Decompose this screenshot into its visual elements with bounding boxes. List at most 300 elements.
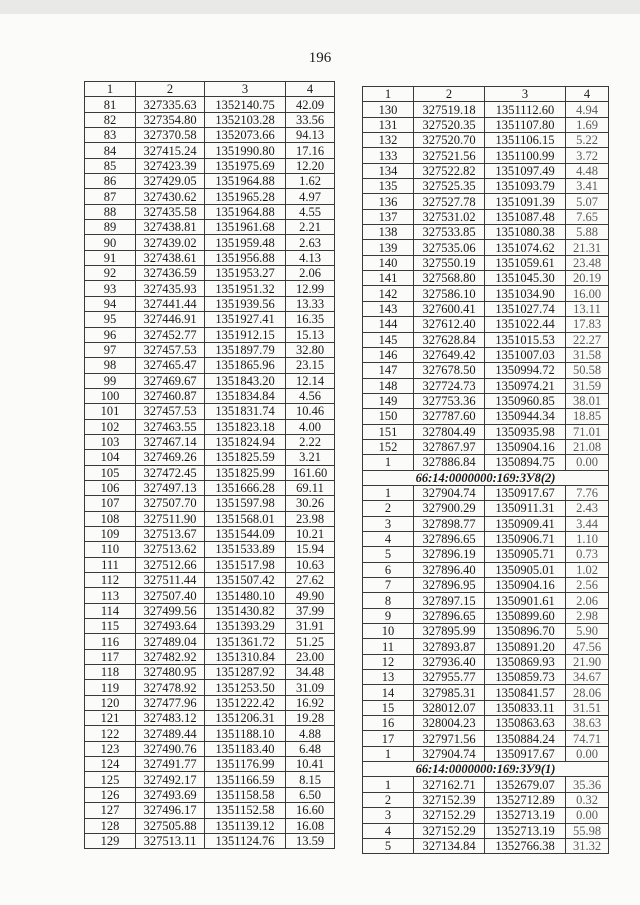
table-row	[85, 404, 335, 419]
table-cell: 1352073.66	[205, 128, 286, 143]
table-cell: 1351897.79	[205, 342, 286, 357]
table-cell: 21.31	[566, 240, 609, 255]
table-row	[363, 317, 609, 332]
table-cell: 10.41	[286, 757, 335, 772]
table-cell: 327496.17	[136, 803, 205, 818]
table-cell: 89	[85, 220, 136, 235]
table-cell: 2.22	[286, 434, 335, 449]
table-cell: 327435.58	[136, 204, 205, 219]
table-row	[85, 128, 335, 143]
table-row	[85, 480, 335, 495]
table-cell: 6.50	[286, 787, 335, 802]
table-cell: 327971.56	[414, 731, 485, 746]
table-cell: 85	[85, 158, 136, 173]
table-cell: 327489.44	[136, 726, 205, 741]
table-row	[363, 639, 609, 654]
table-cell: 327896.65	[414, 608, 485, 623]
table-cell: 1351361.72	[205, 634, 286, 649]
table-cell: 0.00	[566, 746, 609, 761]
table-cell: 16.92	[286, 695, 335, 710]
section-row	[363, 762, 609, 777]
table-cell: 150	[363, 409, 414, 424]
table-cell: 6	[363, 562, 414, 577]
table-cell: 1351965.28	[205, 189, 286, 204]
table-cell: 117	[85, 649, 136, 664]
table-cell: 327489.04	[136, 634, 205, 649]
table-cell: 96	[85, 327, 136, 342]
table-cell: 31.32	[566, 838, 609, 853]
table-cell: 327550.19	[414, 255, 485, 270]
table-cell: 1351188.10	[205, 726, 286, 741]
table-cell: 327436.59	[136, 266, 205, 281]
table-cell: 16.08	[286, 818, 335, 833]
table-cell: 21.90	[566, 654, 609, 669]
table-cell: 1351106.15	[485, 133, 566, 148]
table-cell: 49.90	[286, 588, 335, 603]
table-row	[363, 148, 609, 163]
table-cell: 0.73	[566, 547, 609, 562]
table-row	[85, 573, 335, 588]
table-row	[85, 112, 335, 127]
table-cell: 1350891.20	[485, 639, 566, 654]
table-cell: 7.76	[566, 485, 609, 500]
table-cell: 143	[363, 301, 414, 316]
table-cell: 1350904.16	[485, 578, 566, 593]
table-cell: 2.43	[566, 501, 609, 516]
table-cell: 327446.91	[136, 312, 205, 327]
table-cell: 1351124.76	[205, 833, 286, 848]
table-cell: 327469.67	[136, 373, 205, 388]
table-row	[363, 608, 609, 623]
table-cell: 327492.17	[136, 772, 205, 787]
table-cell: 15.94	[286, 542, 335, 557]
table-cell: 1351007.03	[485, 347, 566, 362]
table-cell: 86	[85, 174, 136, 189]
table-cell: 327896.95	[414, 578, 485, 593]
table-cell: 1351022.44	[485, 317, 566, 332]
table-cell: 152	[363, 439, 414, 454]
table-cell: 1352103.28	[205, 112, 286, 127]
table-cell: 13	[363, 670, 414, 685]
table-cell: 327520.70	[414, 133, 485, 148]
table-cell: 327649.42	[414, 347, 485, 362]
table-cell: 90	[85, 235, 136, 250]
table-cell: 327535.06	[414, 240, 485, 255]
table-row	[85, 496, 335, 511]
table-row	[85, 649, 335, 664]
table-cell: 97	[85, 342, 136, 357]
table-cell: 327152.39	[414, 792, 485, 807]
table-cell: 1351206.31	[205, 711, 286, 726]
table-cell: 50.58	[566, 363, 609, 378]
table-cell: 37.99	[286, 603, 335, 618]
table-row	[85, 526, 335, 541]
header-cell: 1	[363, 87, 414, 102]
table-cell: 99	[85, 373, 136, 388]
table-cell: 132	[363, 133, 414, 148]
table-cell: 1350863.63	[485, 716, 566, 731]
table-cell: 328012.07	[414, 700, 485, 715]
table-cell: 1350906.71	[485, 531, 566, 546]
table-cell: 327586.10	[414, 286, 485, 301]
table-row	[363, 332, 609, 347]
table-cell: 13.33	[286, 296, 335, 311]
table-cell: 47.56	[566, 639, 609, 654]
table-cell: 31.51	[566, 700, 609, 715]
table-cell: 1350841.57	[485, 685, 566, 700]
table-cell: 1351393.29	[205, 619, 286, 634]
table-cell: 1351176.99	[205, 757, 286, 772]
table-cell: 1352679.07	[485, 777, 566, 792]
table-cell: 327519.18	[414, 102, 485, 117]
header-cell: 4	[286, 82, 335, 97]
table-cell: 69.11	[286, 480, 335, 495]
table-cell: 17	[363, 731, 414, 746]
table-cell: 327472.45	[136, 465, 205, 480]
table-cell: 1351015.53	[485, 332, 566, 347]
table-cell: 111	[85, 557, 136, 572]
table-cell: 1351843.20	[205, 373, 286, 388]
table-row	[363, 163, 609, 178]
table-cell: 1351927.41	[205, 312, 286, 327]
table-cell: 120	[85, 695, 136, 710]
table-row	[85, 665, 335, 680]
table-cell: 327568.80	[414, 271, 485, 286]
table-cell: 12	[363, 654, 414, 669]
table-cell: 151	[363, 424, 414, 439]
table-cell: 130	[363, 102, 414, 117]
table-cell: 0.32	[566, 792, 609, 807]
table-cell: 12.20	[286, 158, 335, 173]
table-cell: 107	[85, 496, 136, 511]
table-cell: 91	[85, 250, 136, 265]
table-cell: 2.56	[566, 578, 609, 593]
table-row	[363, 777, 609, 792]
table-cell: 83	[85, 128, 136, 143]
table-cell: 34.48	[286, 665, 335, 680]
table-row	[363, 562, 609, 577]
table-cell: 7.65	[566, 209, 609, 224]
table-cell: 327370.58	[136, 128, 205, 143]
table-cell: 1351865.96	[205, 358, 286, 373]
table-cell: 1351959.48	[205, 235, 286, 250]
table-cell: 16.60	[286, 803, 335, 818]
table-cell: 55.98	[566, 823, 609, 838]
table-cell: 327465.47	[136, 358, 205, 373]
table-cell: 327438.81	[136, 220, 205, 235]
table-row	[85, 327, 335, 342]
table-cell: 327898.77	[414, 516, 485, 531]
table-row	[85, 174, 335, 189]
table-row	[85, 296, 335, 311]
table-cell: 1351964.88	[205, 204, 286, 219]
table-cell: 1350884.24	[485, 731, 566, 746]
table-row	[363, 624, 609, 639]
table-cell: 13.11	[566, 301, 609, 316]
table-cell: 327897.15	[414, 593, 485, 608]
table-cell: 327904.74	[414, 485, 485, 500]
table-cell: 327134.84	[414, 838, 485, 853]
table-cell: 327511.90	[136, 511, 205, 526]
table-cell: 1350944.34	[485, 409, 566, 424]
table-cell: 1351059.61	[485, 255, 566, 270]
table-row	[363, 455, 609, 470]
table-cell: 1351430.82	[205, 603, 286, 618]
table-cell: 88	[85, 204, 136, 219]
table-cell: 10.63	[286, 557, 335, 572]
table-cell: 1350960.85	[485, 393, 566, 408]
table-cell: 100	[85, 388, 136, 403]
table-cell: 327512.66	[136, 557, 205, 572]
header-cell: 1	[85, 82, 136, 97]
table-row	[85, 158, 335, 173]
table-cell: 31.58	[566, 347, 609, 362]
table-cell: 5	[363, 547, 414, 562]
table-cell: 4.48	[566, 163, 609, 178]
table-cell: 1352140.75	[205, 97, 286, 112]
table-cell: 14	[363, 685, 414, 700]
table-cell: 1351034.90	[485, 286, 566, 301]
table-cell: 15	[363, 700, 414, 715]
table-cell: 1352766.38	[485, 838, 566, 853]
table-row	[363, 179, 609, 194]
page-number: 196	[308, 50, 332, 66]
table-cell: 327499.56	[136, 603, 205, 618]
table-cell: 327482.92	[136, 649, 205, 664]
table-cell: 2	[363, 792, 414, 807]
table-cell: 5.90	[566, 624, 609, 639]
table-row	[363, 485, 609, 500]
table-cell: 327787.60	[414, 409, 485, 424]
table-row	[85, 189, 335, 204]
table-cell: 51.25	[286, 634, 335, 649]
table-row	[85, 204, 335, 219]
table-cell: 327435.93	[136, 281, 205, 296]
table-cell: 125	[85, 772, 136, 787]
table-cell: 327497.13	[136, 480, 205, 495]
table-cell: 82	[85, 112, 136, 127]
table-cell: 328004.23	[414, 716, 485, 731]
table-cell: 1.10	[566, 531, 609, 546]
table-row	[363, 731, 609, 746]
table-cell: 13.59	[286, 833, 335, 848]
table-cell: 1351912.15	[205, 327, 286, 342]
table-cell: 127	[85, 803, 136, 818]
table-cell: 142	[363, 286, 414, 301]
table-cell: 1351074.62	[485, 240, 566, 255]
table-cell: 118	[85, 665, 136, 680]
table-cell: 4.13	[286, 250, 335, 265]
table-cell: 81	[85, 97, 136, 112]
table-row	[363, 117, 609, 132]
table-cell: 11	[363, 639, 414, 654]
table-cell: 1	[363, 746, 414, 761]
table-cell: 327505.88	[136, 818, 205, 833]
table-cell: 327429.05	[136, 174, 205, 189]
table-cell: 327513.67	[136, 526, 205, 541]
table-cell: 21.08	[566, 439, 609, 454]
table-cell: 1350859.73	[485, 670, 566, 685]
table-row	[363, 838, 609, 853]
table-cell: 42.09	[286, 97, 335, 112]
table-cell: 327900.29	[414, 501, 485, 516]
section-label: 66:14:0000000:169:ЗУ9(1)	[363, 762, 609, 777]
table-cell: 327354.80	[136, 112, 205, 127]
table-cell: 327439.02	[136, 235, 205, 250]
table-cell: 1351939.56	[205, 296, 286, 311]
table-row	[85, 757, 335, 772]
table-row	[85, 266, 335, 281]
table-cell: 327480.95	[136, 665, 205, 680]
table-cell: 4.94	[566, 102, 609, 117]
table-cell: 1351091.39	[485, 194, 566, 209]
table-cell: 1351975.69	[205, 158, 286, 173]
table-cell: 1351507.42	[205, 573, 286, 588]
table-row	[85, 250, 335, 265]
table-row	[85, 680, 335, 695]
table-cell: 4.00	[286, 419, 335, 434]
table-row	[363, 102, 609, 117]
table-cell: 3.72	[566, 148, 609, 163]
table-cell: 327724.73	[414, 378, 485, 393]
table-cell: 7	[363, 578, 414, 593]
table-cell: 327531.02	[414, 209, 485, 224]
table-cell: 92	[85, 266, 136, 281]
table-cell: 1351834.84	[205, 388, 286, 403]
table-cell: 3	[363, 516, 414, 531]
table-cell: 1351961.68	[205, 220, 286, 235]
table-cell: 1351287.92	[205, 665, 286, 680]
table-cell: 1350905.01	[485, 562, 566, 577]
table-cell: 1351100.99	[485, 148, 566, 163]
table-row	[85, 235, 335, 250]
table-row	[363, 700, 609, 715]
table-cell: 149	[363, 393, 414, 408]
table-cell: 1351097.49	[485, 163, 566, 178]
table-cell: 327896.65	[414, 531, 485, 546]
table-cell: 38.63	[566, 716, 609, 731]
table-row	[363, 654, 609, 669]
table-cell: 3	[363, 808, 414, 823]
table-row	[85, 772, 335, 787]
table-cell: 22.27	[566, 332, 609, 347]
table-cell: 327460.87	[136, 388, 205, 403]
table-cell: 1350901.61	[485, 593, 566, 608]
table-cell: 145	[363, 332, 414, 347]
table-cell: 28.06	[566, 685, 609, 700]
table-row	[363, 424, 609, 439]
table-cell: 19.28	[286, 711, 335, 726]
table-cell: 327467.14	[136, 434, 205, 449]
table-cell: 327430.62	[136, 189, 205, 204]
table-cell: 102	[85, 419, 136, 434]
table-cell: 112	[85, 573, 136, 588]
table-cell: 327678.50	[414, 363, 485, 378]
table-cell: 8	[363, 593, 414, 608]
table-row	[85, 726, 335, 741]
table-row	[363, 271, 609, 286]
table-row	[85, 342, 335, 357]
table-cell: 1351310.84	[205, 649, 286, 664]
table-row	[363, 393, 609, 408]
table-cell: 1	[363, 455, 414, 470]
table-cell: 327521.56	[414, 148, 485, 163]
table-cell: 139	[363, 240, 414, 255]
table-row	[85, 143, 335, 158]
table-cell: 1.69	[566, 117, 609, 132]
table-cell: 1351831.74	[205, 404, 286, 419]
table-cell: 148	[363, 378, 414, 393]
header-cell: 2	[136, 82, 205, 97]
table-cell: 1351087.48	[485, 209, 566, 224]
table-cell: 129	[85, 833, 136, 848]
table-cell: 327612.40	[414, 317, 485, 332]
table-cell: 1351533.89	[205, 542, 286, 557]
table-cell: 33.56	[286, 112, 335, 127]
table-cell: 327893.87	[414, 639, 485, 654]
table-row	[85, 388, 335, 403]
table-cell: 114	[85, 603, 136, 618]
table-cell: 1.62	[286, 174, 335, 189]
table-cell: 0.00	[566, 808, 609, 823]
table-cell: 5.22	[566, 133, 609, 148]
table-cell: 23.15	[286, 358, 335, 373]
table-row	[363, 209, 609, 224]
table-cell: 327507.70	[136, 496, 205, 511]
table-cell: 2.98	[566, 608, 609, 623]
table-cell: 16.35	[286, 312, 335, 327]
table-cell: 1351107.80	[485, 117, 566, 132]
table-cell: 4.55	[286, 204, 335, 219]
table-cell: 327527.78	[414, 194, 485, 209]
table-cell: 327491.77	[136, 757, 205, 772]
table-cell: 20.19	[566, 271, 609, 286]
table-row	[363, 301, 609, 316]
table-row	[85, 603, 335, 618]
table-cell: 137	[363, 209, 414, 224]
table-cell: 1350935.98	[485, 424, 566, 439]
table-cell: 1350899.60	[485, 608, 566, 623]
table-cell: 106	[85, 480, 136, 495]
table-cell: 1351568.01	[205, 511, 286, 526]
table-cell: 98	[85, 358, 136, 373]
table-cell: 327628.84	[414, 332, 485, 347]
table-cell: 327477.96	[136, 695, 205, 710]
table-cell: 1	[363, 777, 414, 792]
table-cell: 84	[85, 143, 136, 158]
table-row	[363, 501, 609, 516]
table-cell: 119	[85, 680, 136, 695]
table-row	[85, 450, 335, 465]
table-cell: 105	[85, 465, 136, 480]
table-cell: 4.97	[286, 189, 335, 204]
table-cell: 144	[363, 317, 414, 332]
table-cell: 1	[363, 485, 414, 500]
table-row	[85, 373, 335, 388]
table-cell: 1350905.71	[485, 547, 566, 562]
table-row	[85, 511, 335, 526]
table-cell: 94.13	[286, 128, 335, 143]
table-cell: 18.85	[566, 409, 609, 424]
table-row	[363, 225, 609, 240]
table-row	[85, 358, 335, 373]
table-cell: 35.36	[566, 777, 609, 792]
table-cell: 1351253.50	[205, 680, 286, 695]
table-cell: 1350833.11	[485, 700, 566, 715]
header-cell: 3	[485, 87, 566, 102]
table-cell: 147	[363, 363, 414, 378]
section-label: 66:14:0000000:169:ЗУ8(2)	[363, 470, 609, 485]
